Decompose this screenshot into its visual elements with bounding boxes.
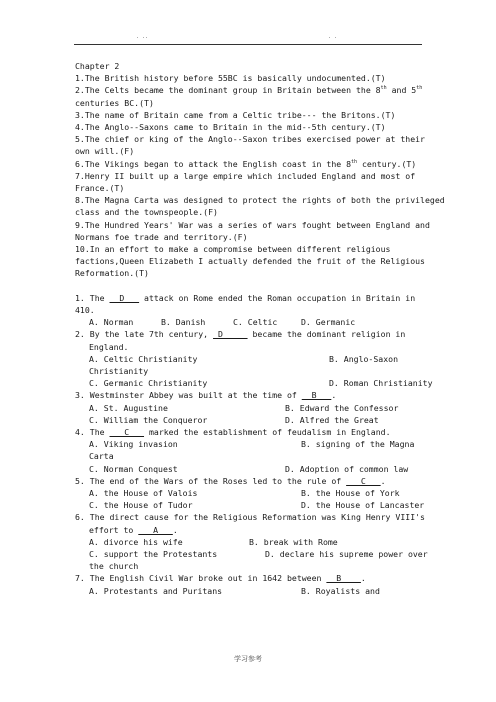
options-row <box>75 316 422 328</box>
option: B. Danish <box>161 317 206 328</box>
tf-line: 9.The Hundred Years' War was a series of wars fought between England and <box>75 219 430 230</box>
question-1: 1. The D attack on Rome ended the Roman occupation in Britain in <box>75 292 416 303</box>
tf-line: Reformation.(T) <box>75 268 149 279</box>
tf-line: class and the townspeople.(F) <box>75 207 218 218</box>
question-6: 6. The direct cause for the Religious Reformation was King Henry VIII's <box>75 512 425 523</box>
chapter-title: Chapter 2 <box>75 61 120 71</box>
option: A. the House of Valois <box>89 487 198 498</box>
answer-blank: B <box>326 573 361 584</box>
question-2-cont: England. <box>89 341 129 352</box>
option: D. Adoption of common law <box>285 463 409 474</box>
option: B. break with Rome <box>249 536 338 547</box>
question-7: 7. The English Civil War broke out in 1642 between B . <box>75 573 366 584</box>
option-cont: Christianity <box>89 366 149 377</box>
options-row <box>75 585 422 597</box>
header-marks-left: . .. <box>136 34 149 40</box>
option: D. declare his supreme power over <box>265 548 428 559</box>
tf-line: 1.The British history before 55BC is basically undocumented.(T) <box>75 73 386 84</box>
tf-line: 7.Henry II built up a large empire which included England and most of <box>75 170 416 181</box>
option: A. divorce his wife <box>89 536 183 547</box>
answer-blank: C <box>346 475 381 486</box>
answer-blank: B <box>301 390 332 401</box>
tf-line: Normans foe trade and territory.(F) <box>75 231 248 242</box>
option: C. Norman Conquest <box>89 463 178 474</box>
options-row <box>75 353 422 365</box>
option: D. Germanic <box>301 317 356 328</box>
option: A. Celtic Christianity <box>89 353 198 364</box>
option: A. Norman <box>89 317 134 328</box>
multiple-choice-section <box>75 292 433 597</box>
option: C. support the Protestants <box>89 548 218 559</box>
options-row <box>75 414 422 426</box>
options-row <box>75 548 428 560</box>
option-cont: the church <box>89 561 139 572</box>
tf-line: 3.The name of Britain came from a Celtic tribe--- the Britons.(T) <box>75 109 396 120</box>
option: B. Edward the Confessor <box>285 402 399 413</box>
page-footer: 学习参考 <box>234 655 262 663</box>
tf-line: 6.The Vikings began to attack the English coast in the 8th century.(T) <box>75 158 417 169</box>
options-row <box>75 536 422 548</box>
answer-blank: C <box>109 427 145 437</box>
question-1-cont: 410. <box>75 305 95 316</box>
option: C. Germanic Christianity <box>89 378 208 389</box>
option: A. St. Augustine <box>89 402 168 413</box>
option: B. the House of York <box>301 487 400 498</box>
tf-line: 8.The Magna Carta was designed to protect the rights of both the privileged <box>75 195 445 206</box>
answer-blank: D <box>213 329 248 340</box>
option-cont: Carta <box>89 451 114 462</box>
option: D. Alfred the Great <box>285 414 379 425</box>
question-6-cont: effort to A . <box>89 524 178 535</box>
tf-line: centuries BC.(T) <box>75 97 154 108</box>
options-row <box>75 487 422 499</box>
option: D. the House of Lancaster <box>301 500 425 511</box>
option: B. Royalists and <box>301 585 380 596</box>
options-row <box>75 499 425 511</box>
question-2: 2. By the late 7th century, D became the dominant religion in <box>75 329 406 340</box>
question-4: 4. The C marked the establishment of feudalism in England. <box>75 427 391 437</box>
page-header <box>74 34 422 44</box>
answer-blank: D <box>109 292 140 303</box>
question-3: 3. Westminster Abbey was built at the time of B . <box>75 390 337 401</box>
option: D. Roman Christianity <box>329 378 433 389</box>
option: B. signing of the Magna <box>301 439 415 450</box>
tf-line: 2.The Celts became the dominant group in Britain between the 8th and 5th <box>75 85 423 96</box>
tf-line: France.(T) <box>75 183 125 194</box>
tf-line: 5.The chief or king of the Anglo--Saxon tribes exercised power at their <box>75 134 425 145</box>
option: C. the House of Tudor <box>89 500 193 511</box>
option: C. William the Conqueror <box>89 414 208 425</box>
header-rule <box>74 44 422 45</box>
tf-line: own will.(F) <box>75 146 135 157</box>
option: C. Celtic <box>233 317 278 328</box>
document-body <box>75 60 445 597</box>
header-marks-right: . . <box>328 34 338 40</box>
options-row <box>75 402 422 414</box>
tf-line: 10.In an effort to make a compromise between different religious <box>75 244 391 255</box>
tf-line: 4.The Anglo--Saxons came to Britain in the mid--5th century.(T) <box>75 122 386 133</box>
option: A. Protestants and Puritans <box>89 585 223 596</box>
tf-line: factions,Queen Elizabeth I actually defended the fruit of the Religious <box>75 256 425 267</box>
option: B. Anglo-Saxon <box>329 353 399 364</box>
options-row <box>75 438 422 450</box>
options-row <box>75 377 433 389</box>
options-row <box>75 463 422 475</box>
option: A. Viking invasion <box>89 439 178 450</box>
question-5: 5. The end of the Wars of the Roses led to the rule of C . <box>75 475 386 486</box>
answer-blank: A <box>138 524 173 535</box>
true-false-section <box>75 72 445 279</box>
